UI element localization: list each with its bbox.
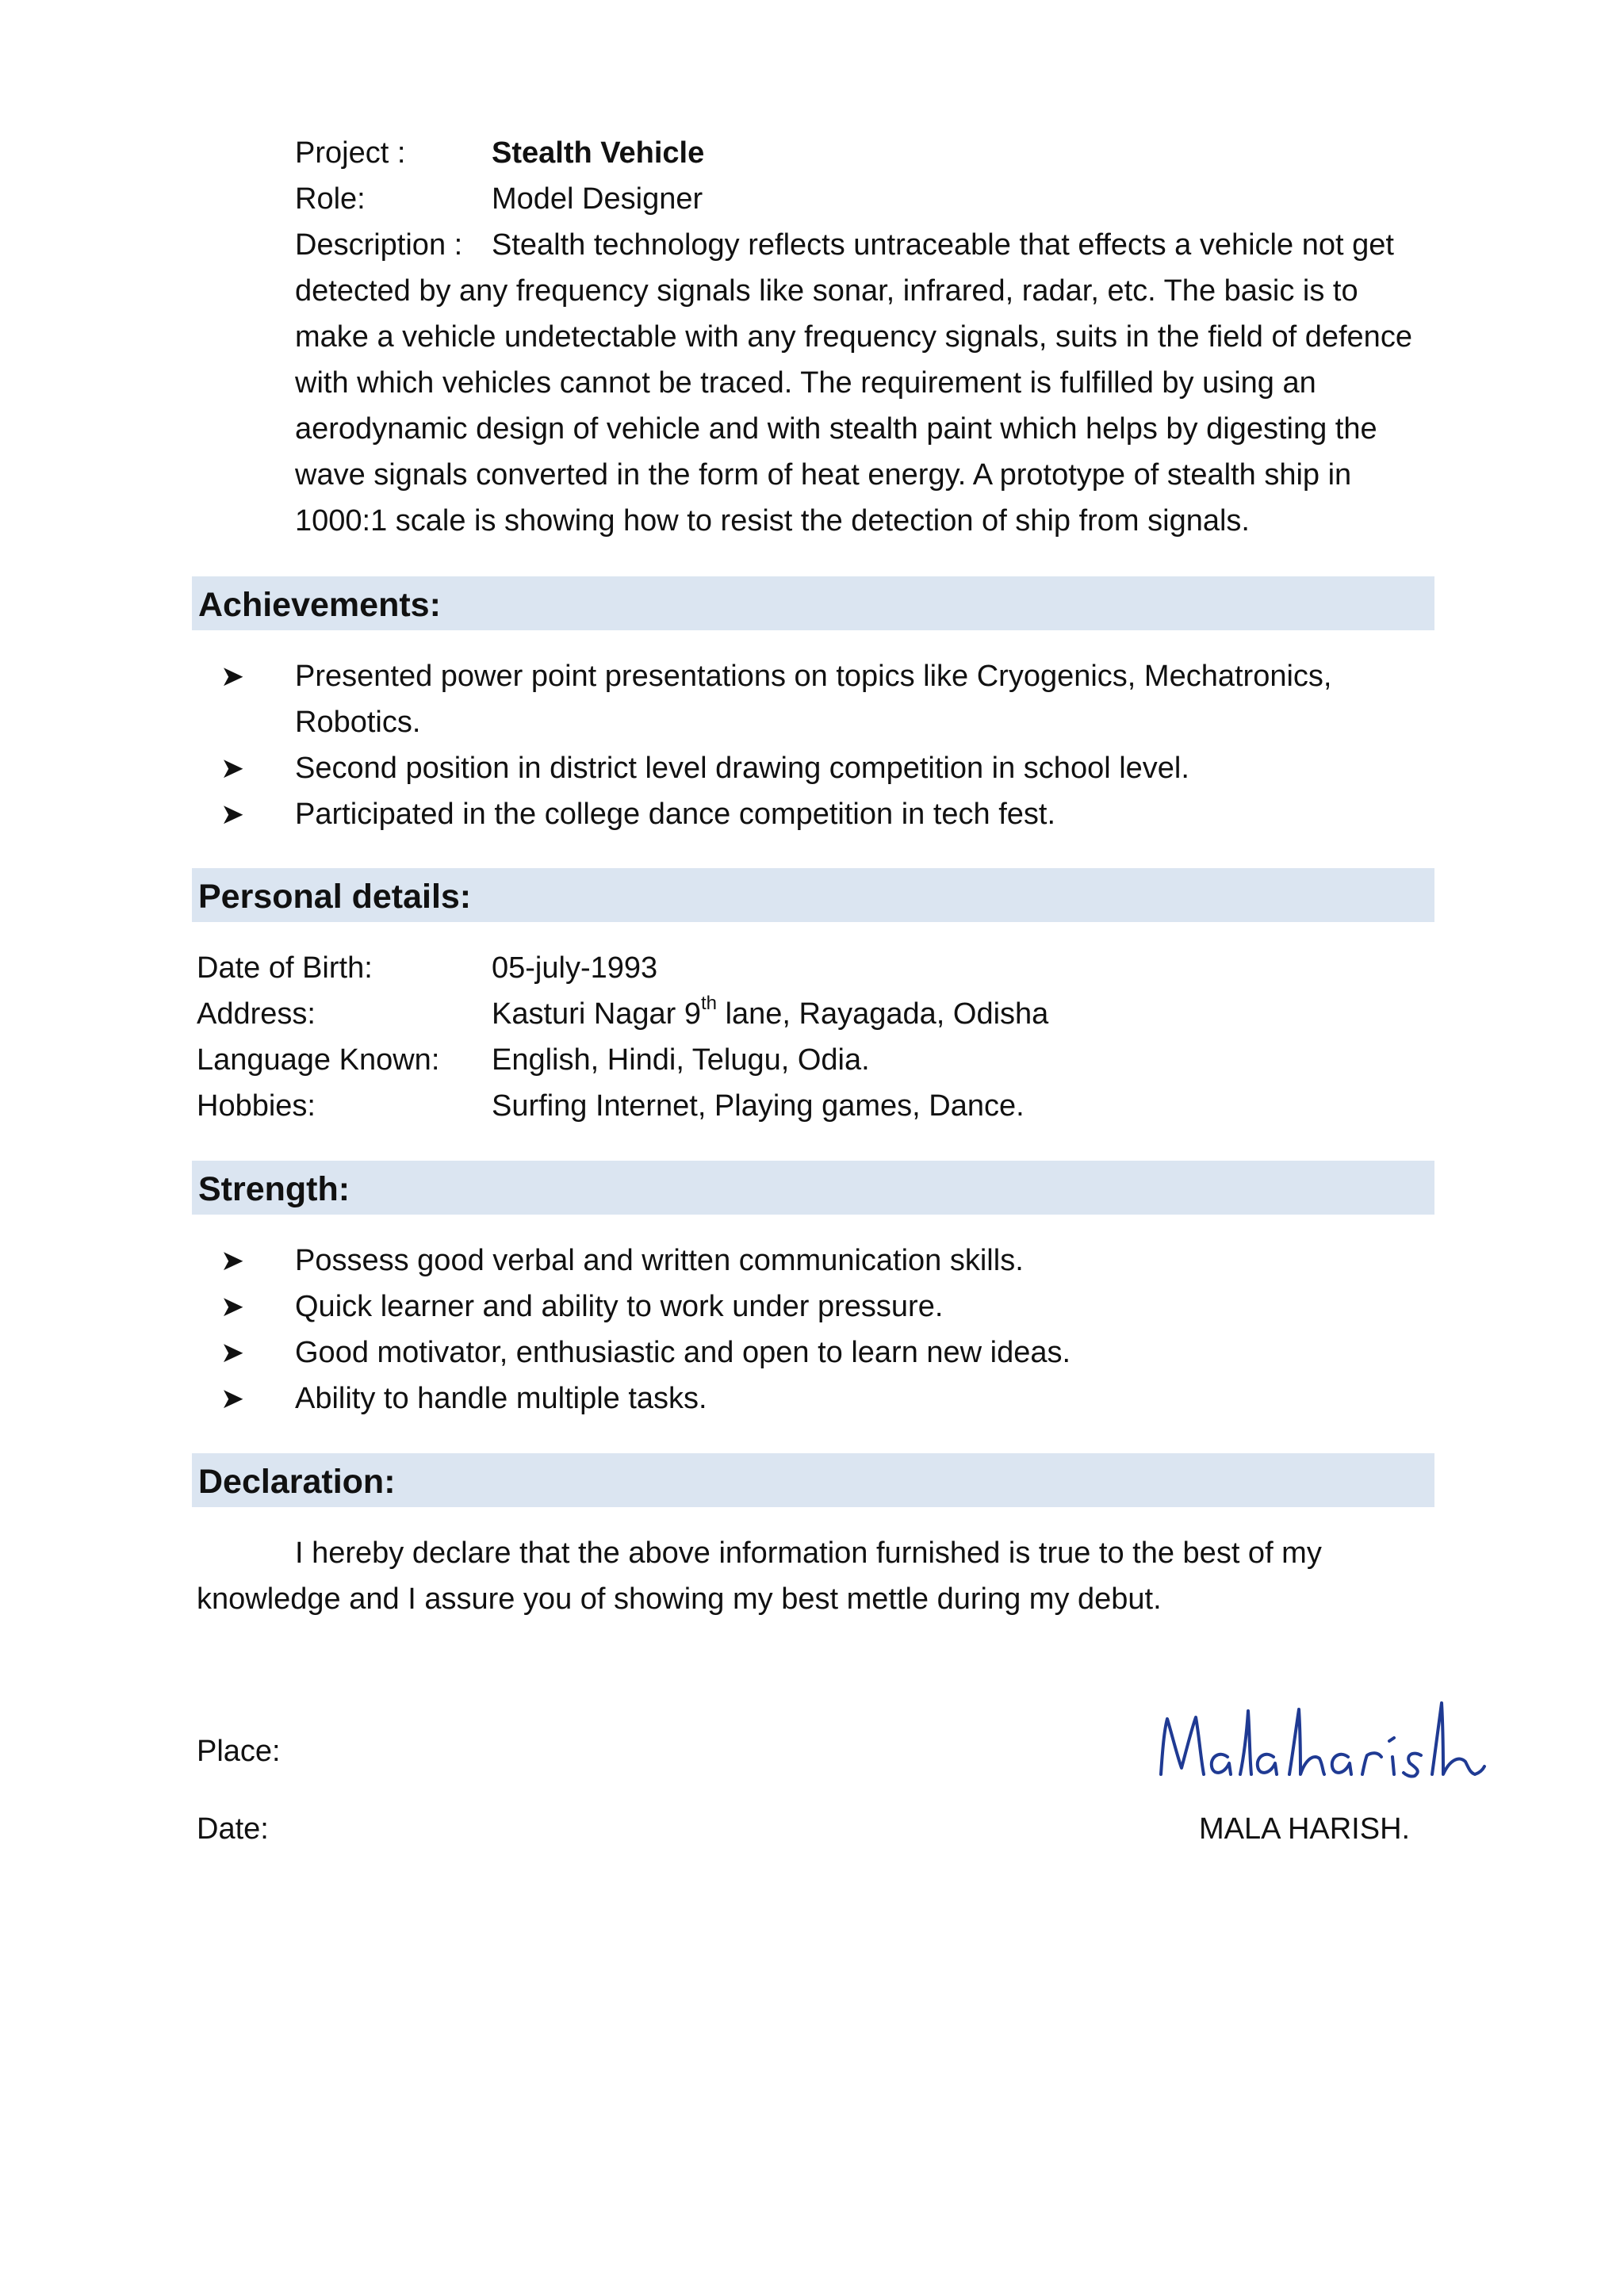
declaration-title: Declaration: (198, 1463, 396, 1501)
language-value: English, Hindi, Telugu, Odia. (492, 1043, 870, 1077)
description-line: with which vehicles cannot be traced. The requirement is fulfilled by using an (295, 366, 1316, 400)
role-value: Model Designer (492, 182, 703, 216)
hobbies-label: Hobbies: (197, 1089, 316, 1123)
declaration-section-header (192, 1453, 1434, 1507)
arrowhead-bullet-icon: ➤ (220, 1382, 245, 1414)
declaration-line: knowledge and I assure you of showing my best mettle during my debut. (197, 1582, 1162, 1616)
description-line: aerodynamic design of vehicle and with stealth paint which helps by digesting the (295, 412, 1377, 446)
arrowhead-bullet-icon: ➤ (220, 1336, 245, 1368)
arrowhead-bullet-icon: ➤ (220, 752, 245, 784)
declaration-line: I hereby declare that the above information furnished is true to the best of my (295, 1536, 1322, 1570)
strength-item: Ability to handle multiple tasks. (295, 1382, 707, 1415)
achievement-item: Participated in the college dance competition in tech fest. (295, 798, 1056, 831)
strength-item: Possess good verbal and written communication skills. (295, 1244, 1024, 1277)
personal-details-section-header (192, 868, 1434, 922)
strength-section-header (192, 1161, 1434, 1215)
achievement-item: Robotics. (295, 706, 421, 739)
project-label: Project : (295, 136, 406, 170)
place-label: Place: (197, 1735, 281, 1768)
dob-value: 05-july-1993 (492, 951, 658, 985)
dob-label: Date of Birth: (197, 951, 373, 985)
address-label: Address: (197, 997, 316, 1031)
strength-title: Strength: (198, 1170, 350, 1208)
description-line: wave signals converted in the form of heat energy. A prototype of stealth ship in (295, 458, 1352, 492)
achievement-item: Presented power point presentations on topics like Cryogenics, Mechatronics, (295, 660, 1332, 693)
personal-details-title: Personal details: (198, 878, 472, 916)
hobbies-value: Surfing Internet, Playing games, Dance. (492, 1089, 1025, 1123)
signer-name: MALA HARISH. (1199, 1812, 1411, 1846)
language-label: Language Known: (197, 1043, 440, 1077)
address-value: Kasturi Nagar 9th lane, Rayagada, Odisha (492, 993, 1049, 1031)
strength-item: Quick learner and ability to work under pressure. (295, 1290, 944, 1323)
role-label: Role: (295, 182, 366, 216)
date-label: Date: (197, 1812, 269, 1846)
arrowhead-bullet-icon: ➤ (220, 1290, 245, 1322)
description-line: 1000:1 scale is showing how to resist the detection of ship from signals. (295, 504, 1250, 538)
signature-image (1155, 1695, 1488, 1790)
achievement-item: Second position in district level drawing competition in school level. (295, 752, 1189, 785)
arrowhead-bullet-icon: ➤ (220, 1244, 245, 1276)
achievements-section-header (192, 576, 1434, 630)
description-first-line: Stealth technology reflects untraceable that effects a vehicle not get (492, 228, 1394, 262)
arrowhead-bullet-icon: ➤ (220, 798, 245, 830)
achievements-title: Achievements: (198, 586, 441, 624)
project-value: Stealth Vehicle (492, 136, 705, 170)
description-line: detected by any frequency signals like sonar, infrared, radar, etc. The basic is to (295, 274, 1358, 308)
strength-item: Good motivator, enthusiastic and open to learn new ideas. (295, 1336, 1071, 1369)
arrowhead-bullet-icon: ➤ (220, 660, 245, 692)
description-line: make a vehicle undetectable with any frequency signals, suits in the field of defence (295, 320, 1412, 354)
description-label: Description : (295, 228, 463, 262)
